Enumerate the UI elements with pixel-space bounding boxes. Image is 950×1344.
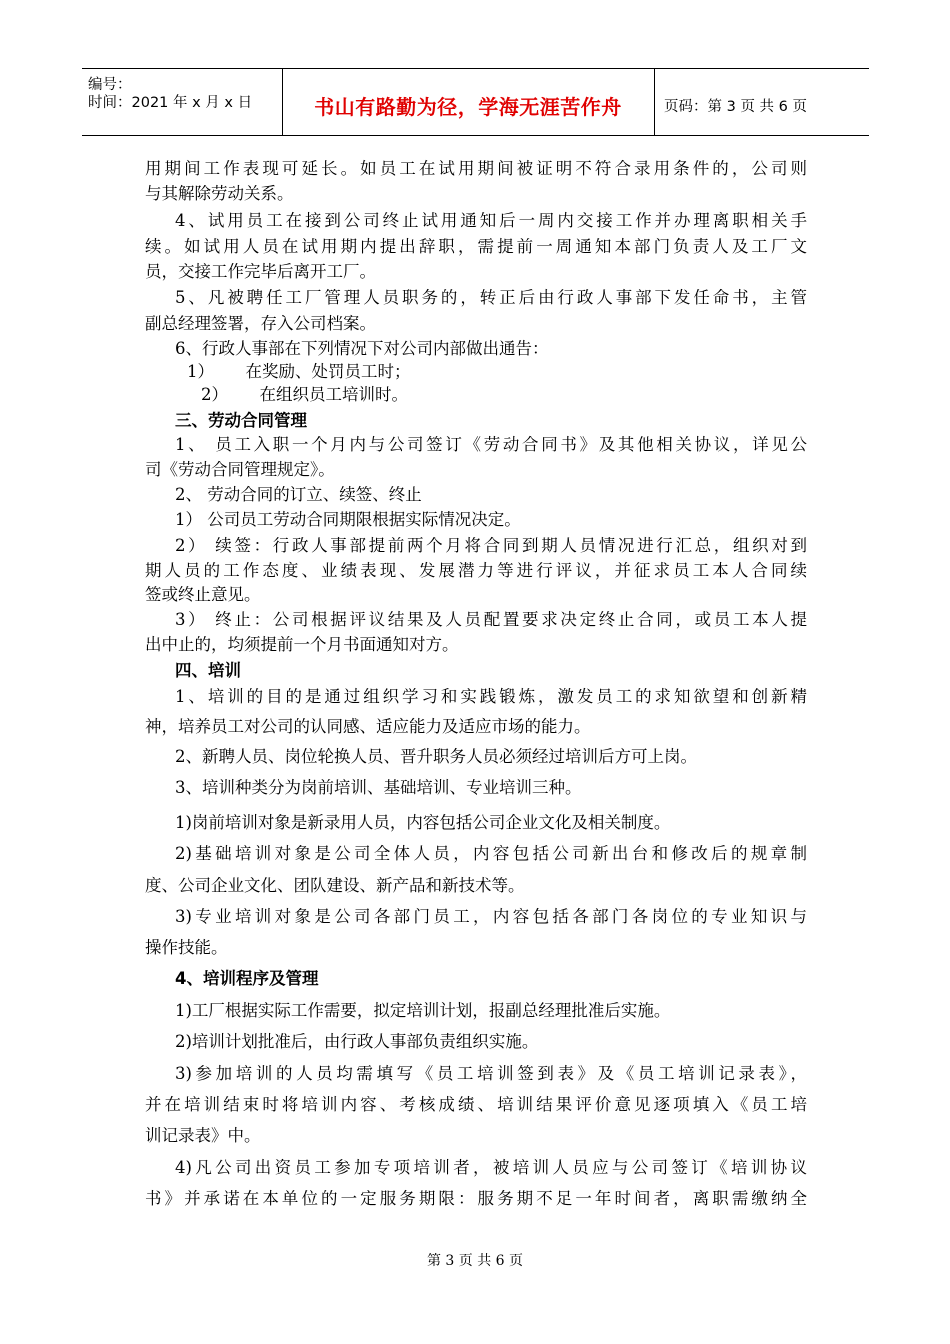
body-line: 1)岗前培训对象是新录用人员，内容包括公司企业文化及相关制度。: [175, 813, 671, 832]
body-line: 用期间工作表现可延长。如员工在试用期间被证明不符合录用条件的，公司则: [145, 159, 807, 178]
page-footer: 第 3 页 共 6 页: [426, 1253, 524, 1269]
body-line: 1)工厂根据实际工作需要，拟定培训计划，报副总经理批准后实施。: [175, 1001, 671, 1020]
body-line: 度、公司企业文化、团队建设、新产品和新技术等。: [145, 876, 525, 895]
body-line: 并在培训结束时将培训内容、考核成绩、培训结果评价意见逐项填入《员工培: [145, 1095, 807, 1114]
body-line: 3） 终止：公司根据评议结果及人员配置要求决定终止合同，或员工本人提: [175, 610, 807, 629]
body-line: 续。如试用人员在试用期内提出辞职，需提前一周通知本部门负责人及工厂文: [145, 237, 807, 256]
body-line: 1、 员工入职一个月内与公司签订《劳动合同书》及其他相关协议，详见公: [175, 435, 807, 454]
body-line: 2)培训计划批准后，由行政人事部负责组织实施。: [175, 1032, 539, 1051]
header-motto: 书山有路勤为径，学海无涯苦作舟: [314, 95, 622, 119]
body-line: 2） 续签：行政人事部提前两个月将合同到期人员情况进行汇总，组织对到: [175, 536, 807, 555]
body-line: 书》并承诺在本单位的一定服务期限：服务期不足一年时间者，离职需缴纳全: [145, 1189, 807, 1208]
body-line: 3)专业培训对象是公司各部门员工，内容包括各部门各岗位的专业知识与: [175, 907, 807, 926]
body-line: 副总经理签署，存入公司档案。: [145, 314, 376, 333]
header-motto-cell: [282, 69, 655, 135]
section-heading: 四、培训: [175, 661, 241, 680]
body-line: 司《劳动合同管理规定》。: [145, 460, 335, 479]
body-line: 2)基础培训对象是公司全体人员，内容包括公司新出台和修改后的规章制: [175, 844, 807, 863]
body-line: 期人员的工作态度、业绩表现、发展潜力等进行评议，并征求员工本人合同续: [145, 561, 807, 580]
page-header: [82, 68, 869, 136]
body-line: 3)参加培训的人员均需填写《员工培训签到表》及《员工培训记录表》，: [175, 1064, 807, 1083]
body-line: 操作技能。: [145, 938, 228, 957]
body-line: 签或终止意见。: [145, 585, 261, 604]
body-line: 3、培训种类分为岗前培训、基础培训、专业培训三种。: [175, 778, 582, 797]
list-item: 2） 在组织员工培训时。: [201, 385, 408, 404]
body-line: 4)凡公司出资员工参加专项培训者，被培训人员应与公司签订《培训协议: [175, 1158, 807, 1177]
document-number-label: 编号：: [88, 77, 132, 93]
body-line: 与其解除劳动关系。: [145, 184, 294, 203]
body-line: 6、行政人事部在下列情况下对公司内部做出通告：: [175, 339, 549, 358]
header-page-cell: [654, 69, 869, 135]
body-line: 2、 劳动合同的订立、续签、终止: [175, 485, 422, 504]
body-line: 1） 公司员工劳动合同期限根据实际情况决定。: [175, 510, 521, 529]
body-line: 4、试用员工在接到公司终止试用通知后一周内交接工作并办理离职相关手: [175, 211, 807, 230]
document-date-label: 时间：2021 年 x 月 x 日: [88, 95, 253, 111]
list-item: 1） 在奖励、处罚员工时；: [187, 362, 411, 381]
body-line: 1、培训的目的是通过组织学习和实践锻炼，激发员工的求知欲望和创新精: [175, 687, 807, 706]
header-info-cell: [82, 69, 283, 135]
body-line: 训记录表》中。: [145, 1126, 261, 1145]
body-line: 出中止的，均须提前一个月书面通知对方。: [145, 635, 459, 654]
header-page-number: 页码：第 3 页 共 6 页: [664, 99, 807, 115]
body-line: 神，培养员工对公司的认同感、适应能力及适应市场的能力。: [145, 717, 591, 736]
body-line: 2、新聘人员、岗位轮换人员、晋升职务人员必须经过培训后方可上岗。: [175, 747, 697, 766]
body-line: 员，交接工作完毕后离开工厂。: [145, 262, 376, 281]
section-heading: 4、培训程序及管理: [175, 969, 319, 988]
section-heading: 三、劳动合同管理: [175, 411, 307, 430]
body-line: 5、凡被聘任工厂管理人员职务的，转正后由行政人事部下发任命书，主管: [175, 288, 807, 307]
